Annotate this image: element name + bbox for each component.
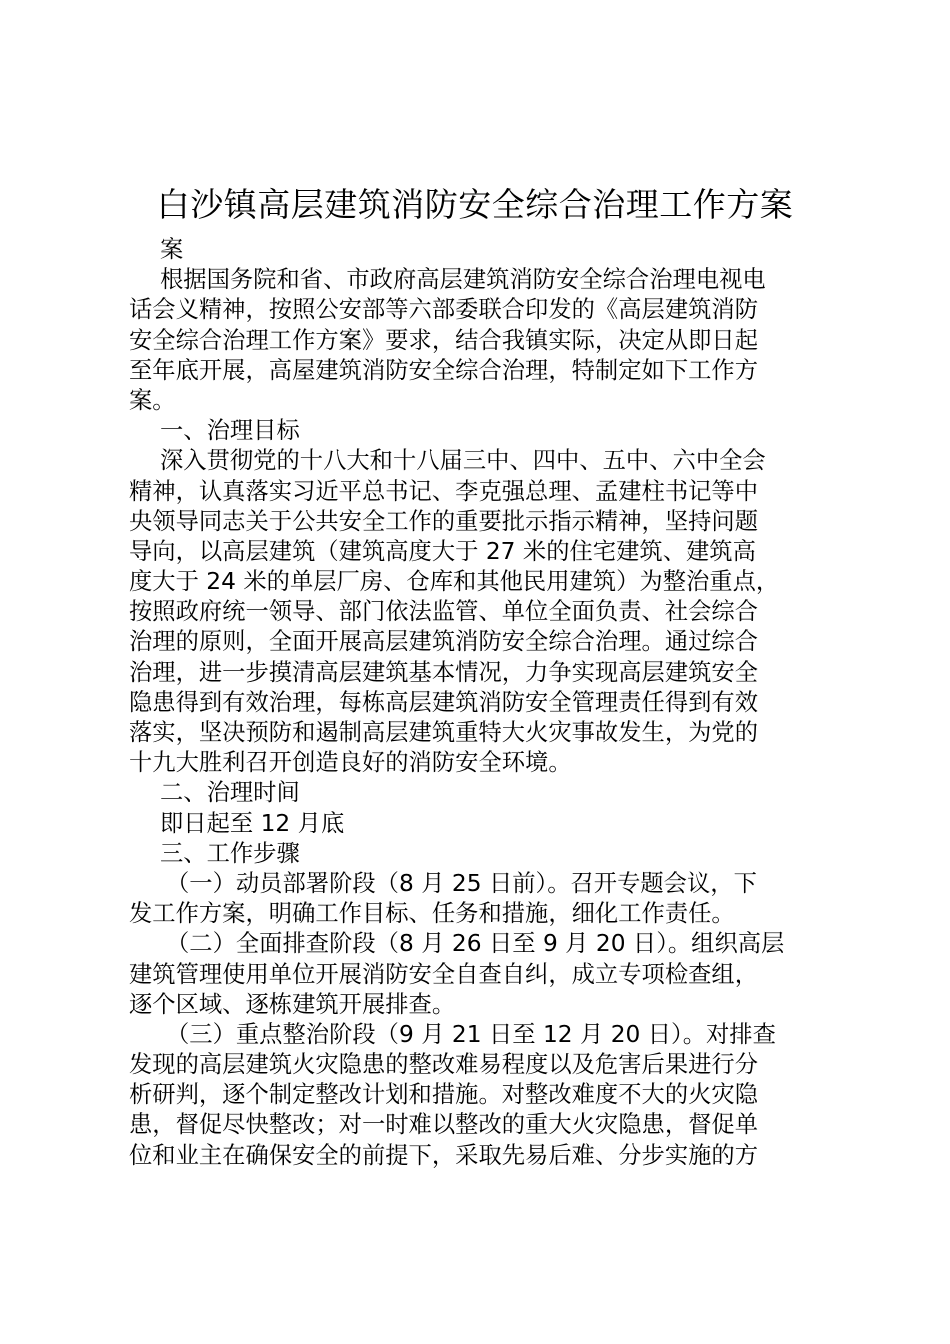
body-line: 治理的原则，全面开展高层建筑消防安全综合治理。通过综合 (129, 628, 759, 656)
body-line: 一、治理目标 (160, 417, 300, 445)
body-line: （一）动员部署阶段（8 月 25 日前）。召开专题会议，下 (166, 869, 757, 897)
body-line: 案。 (129, 386, 176, 414)
body-line: 位和业主在确保安全的前提下，采取先易后难、分步实施的方 (129, 1141, 759, 1169)
body-line: （二）全面排查阶段（8 月 26 日至 9 月 20 日）。组织高层 (166, 930, 785, 958)
body-line: （三）重点整治阶段（9 月 21 日至 12 月 20 日）。对排查 (166, 1020, 776, 1048)
body-line: 建筑管理使用单位开展消防安全自查自纠，成立专项检查组， (129, 960, 759, 988)
body-line: 即日起至 12 月底 (160, 809, 345, 837)
body-line: 央领导同志关于公共安全工作的重要批示指示精神，坚持问题 (129, 507, 759, 535)
body-line: 至年底开展，高屋建筑消防安全综合治理，特制定如下工作方 (129, 356, 759, 384)
body-line: 十九大胜利召开创造良好的消防安全环境。 (129, 749, 572, 777)
body-line: 治理，进一步摸清高层建筑基本情况，力争实现高层建筑安全 (129, 658, 759, 686)
document-title: 白沙镇高层建筑消防安全综合治理工作方案 (156, 185, 794, 224)
body-line: 二、治理时间 (160, 779, 300, 807)
body-line: 三、工作步骤 (160, 839, 300, 867)
document-body (129, 235, 830, 1171)
body-line: 发现的高层建筑火灾隐患的整改难易程度以及危害后果进行分 (129, 1051, 759, 1079)
body-line: 按照政府统一领导、部门依法监管、单位全面负责、社会综合 (129, 598, 759, 626)
body-line: 患，督促尽快整改；对一时难以整改的重大火灾隐患，督促单 (129, 1111, 759, 1139)
body-line: 精神，认真落实习近平总书记、李克强总理、孟建柱书记等中 (129, 477, 759, 505)
body-line: 根据国务院和省、市政府高层建筑消防安全综合治理电视电 (160, 266, 766, 294)
body-line: 导向，以高层建筑（建筑高度大于 27 米的住宅建筑、建筑高 (129, 537, 756, 565)
body-line: 析研判，逐个制定整改计划和措施。对整改难度不大的火灾隐 (129, 1081, 759, 1109)
body-line: 逐个区域、逐栋建筑开展排查。 (129, 990, 456, 1018)
body-line: 话会义精神，按照公安部等六部委联合印发的《高层建筑消防 (129, 296, 759, 324)
body-line: 隐患得到有效治理，每栋高层建筑消防安全管理责任得到有效 (129, 688, 759, 716)
body-line: 深入贯彻党的十八大和十八届三中、四中、五中、六中全会 (160, 447, 766, 475)
body-line: 发工作方案，明确工作目标、任务和措施，细化工作责任。 (129, 900, 735, 928)
body-line: 落实，坚决预防和遏制高层建筑重特大火灾事故发生，为党的 (129, 719, 759, 746)
body-line: 安全综合治理工作方案》要求，结合我镇实际，决定从即日起 (129, 326, 759, 354)
body-line: 案 (160, 236, 184, 263)
body-line: 度大于 24 米的单层厂房、仓库和其他民用建筑）为整治重点， (129, 568, 780, 596)
